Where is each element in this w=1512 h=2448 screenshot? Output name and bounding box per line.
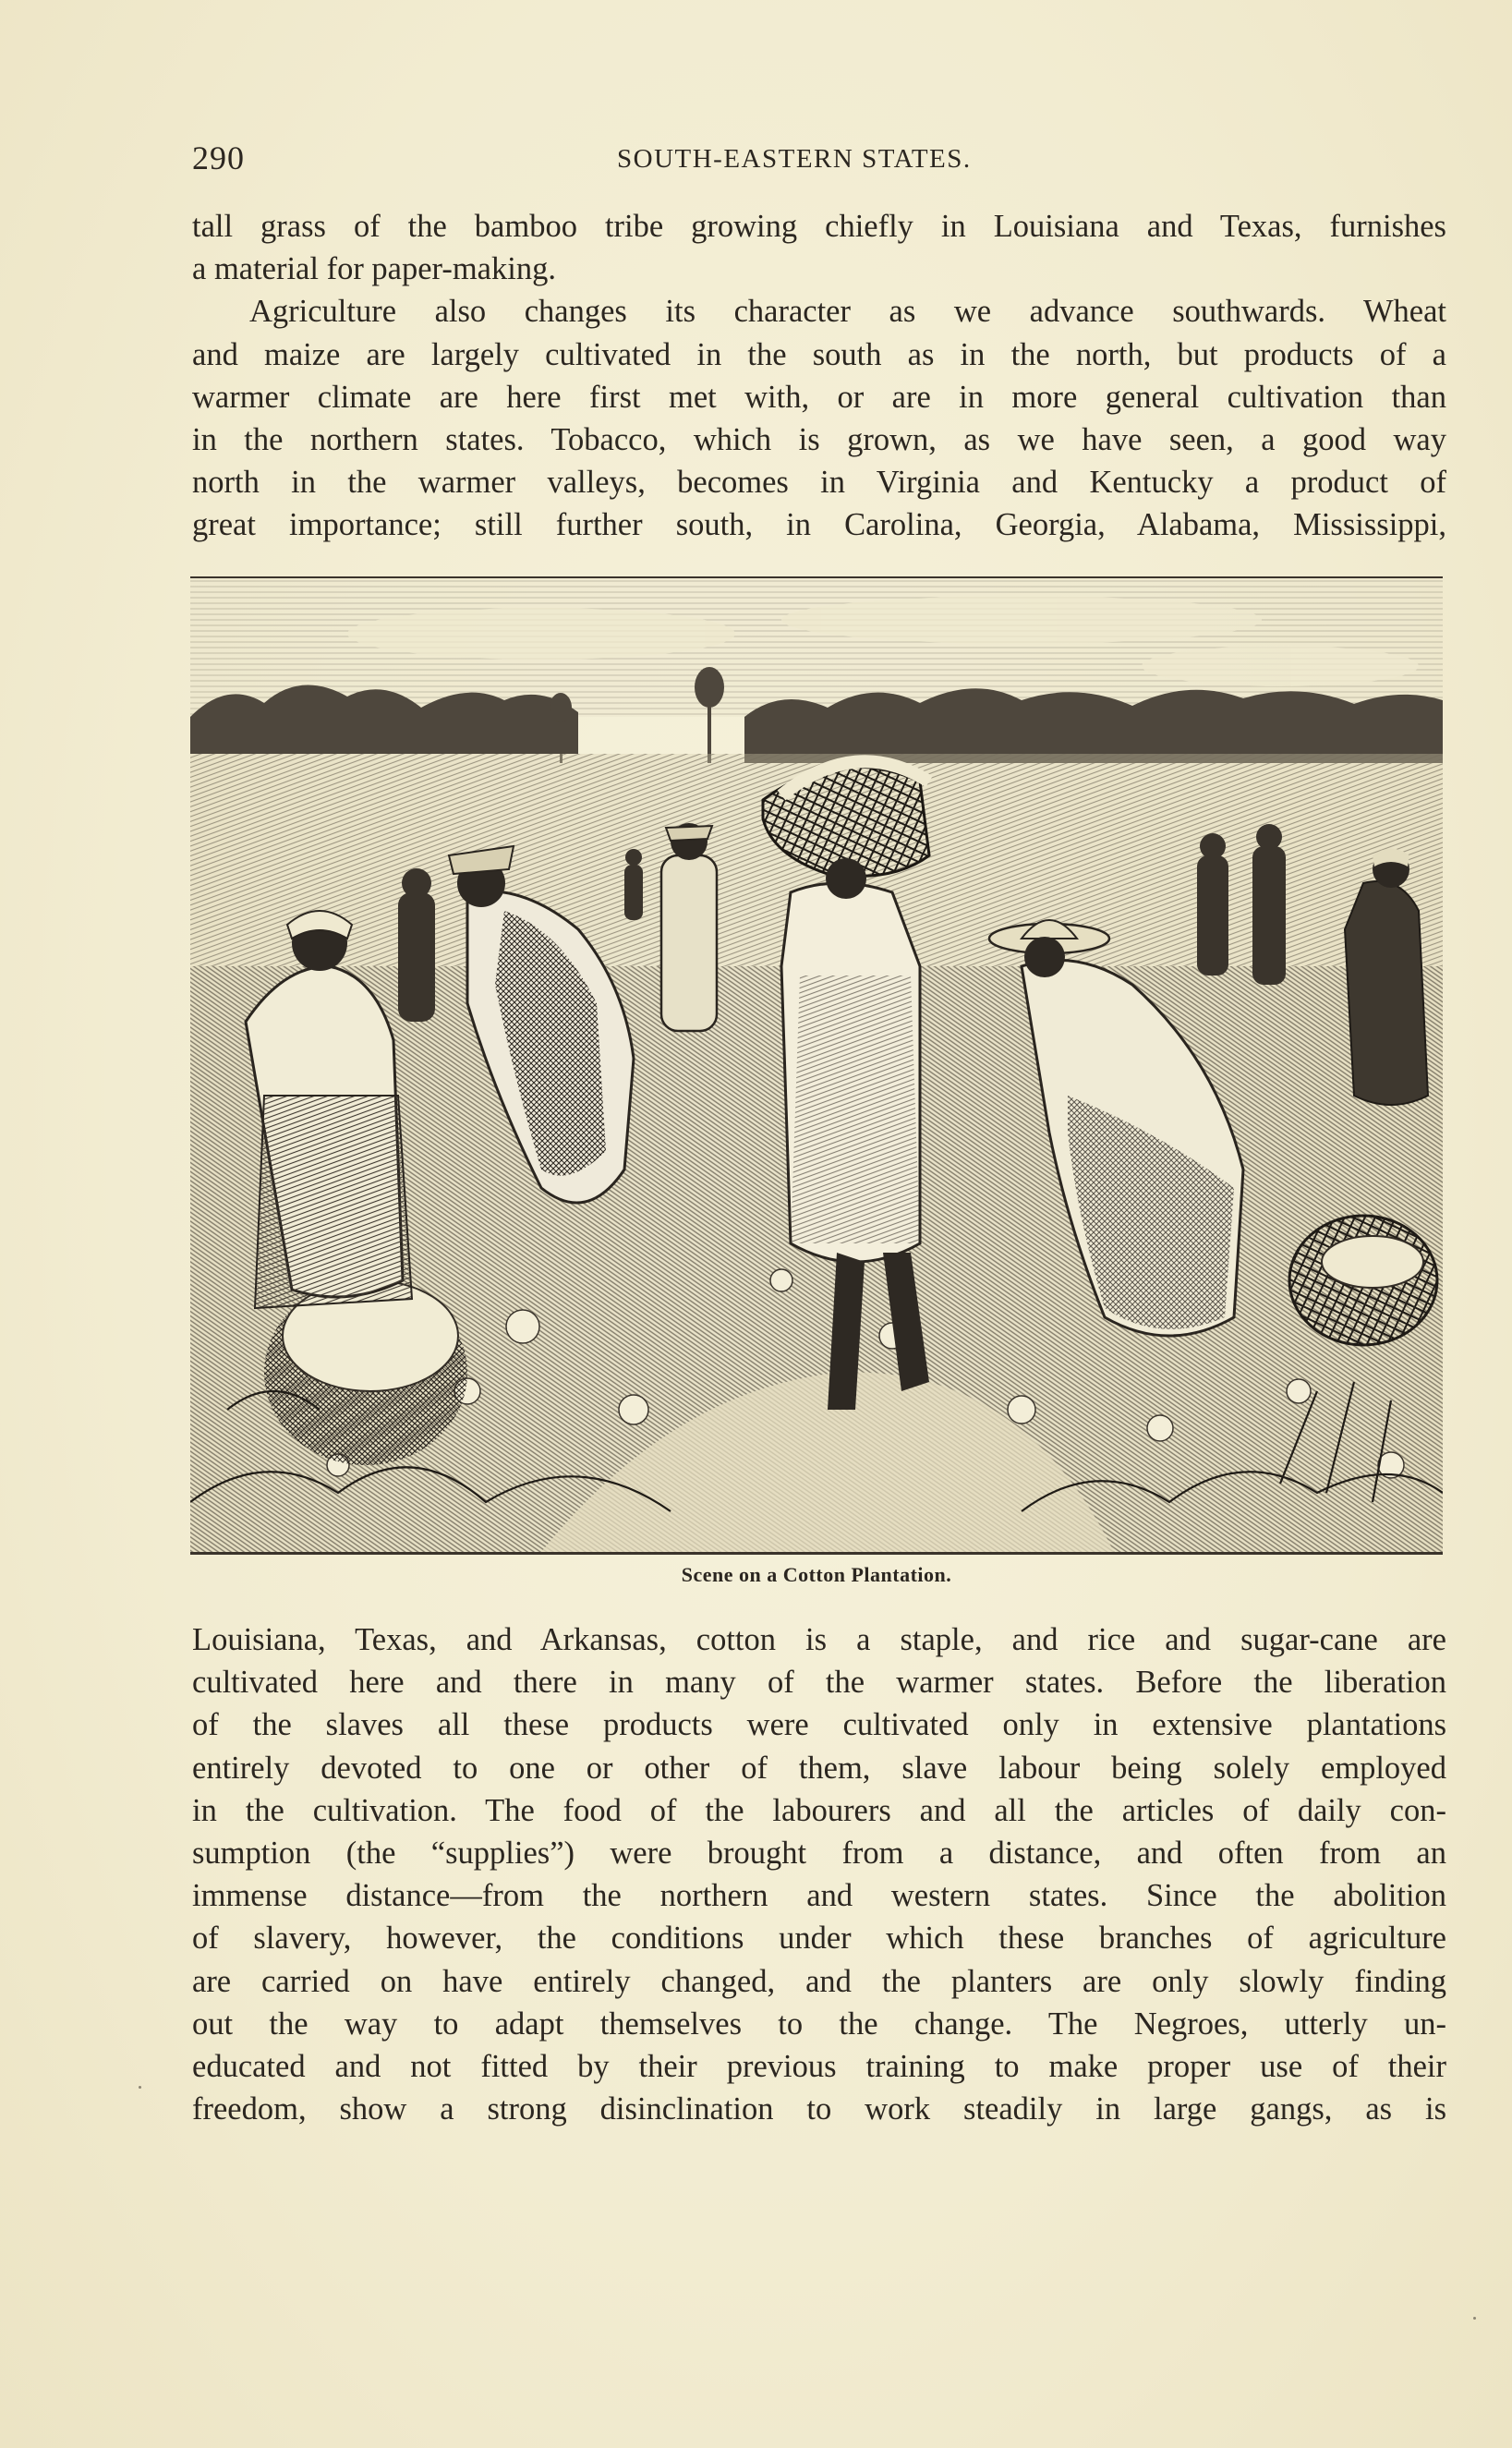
text-line: freedom, show a strong disinclination to work steadily in large gangs, as is xyxy=(192,2091,1446,2127)
text-line: sumption (the “supplies”) were brought from a distance, and often from an xyxy=(192,1836,1446,1872)
text-line: are carried on have entirely changed, and the planters are only slowly finding xyxy=(192,1963,1446,1999)
text-line: immense distance—from the northern and western states. Since the abolition xyxy=(192,1878,1446,1914)
text-line: cultivated here and there in many of the warmer states. Before the liberation xyxy=(192,1665,1446,1701)
text-line: out the way to adapt themselves to the change. The Negroes, utterly un- xyxy=(192,2006,1446,2042)
text-line: entirely devoted to one or other of them, slave labour being solely employed xyxy=(192,1750,1446,1786)
bottom-paragraph xyxy=(192,1618,1446,2130)
basket-right xyxy=(1289,1216,1437,1345)
text-line: warmer climate are here first met with, or are in more general cultivation than xyxy=(192,379,1446,415)
text-line: in the northern states. Tobacco, which is grown, as we have seen, a good way xyxy=(192,422,1446,458)
paper-speck xyxy=(139,2086,141,2089)
text-line: of the slaves all these products were cultivated only in extensive plantations xyxy=(192,1707,1446,1743)
text-line: of slavery, however, the conditions under which these branches of agriculture xyxy=(192,1921,1446,1957)
text-line: Agriculture also changes its character as we advance southwards. Wheat xyxy=(249,294,1446,330)
cotton-pile xyxy=(264,1280,467,1465)
illustration-caption: Scene on a Cotton Plantation. xyxy=(681,1563,952,1586)
text-line: tall grass of the bamboo tribe growing chiefly in Louisiana and Texas, furnishes xyxy=(192,209,1446,244)
text-line: and maize are largely cultivated in the south as in the north, but products of a xyxy=(192,336,1446,372)
top-paragraphs xyxy=(192,205,1446,547)
text-line: educated and not fitted by their previous training to make proper use of their xyxy=(192,2049,1446,2085)
page-header xyxy=(192,139,1448,185)
text-line: north in the warmer valleys, becomes in Virginia and Kentucky a product of xyxy=(192,465,1446,501)
text-line: Louisiana, Texas, and Arkansas, cotton is a staple, and rice and sugar-cane are xyxy=(192,1622,1446,1657)
text-line: in the cultivation. The food of the labourers and all the articles of daily con- xyxy=(192,1792,1446,1828)
running-head: SOUTH-EASTERN STATES. xyxy=(617,144,972,174)
page-number: 290 xyxy=(192,139,245,176)
text-line: great importance; still further south, in Carolina, Georgia, Alabama, Mississippi, xyxy=(192,507,1446,543)
engraving-drawing xyxy=(190,578,1443,1552)
paper-speck xyxy=(1473,2317,1476,2320)
text-line: a material for paper-making. xyxy=(192,251,556,287)
cotton-plantation-engraving xyxy=(190,576,1443,1555)
